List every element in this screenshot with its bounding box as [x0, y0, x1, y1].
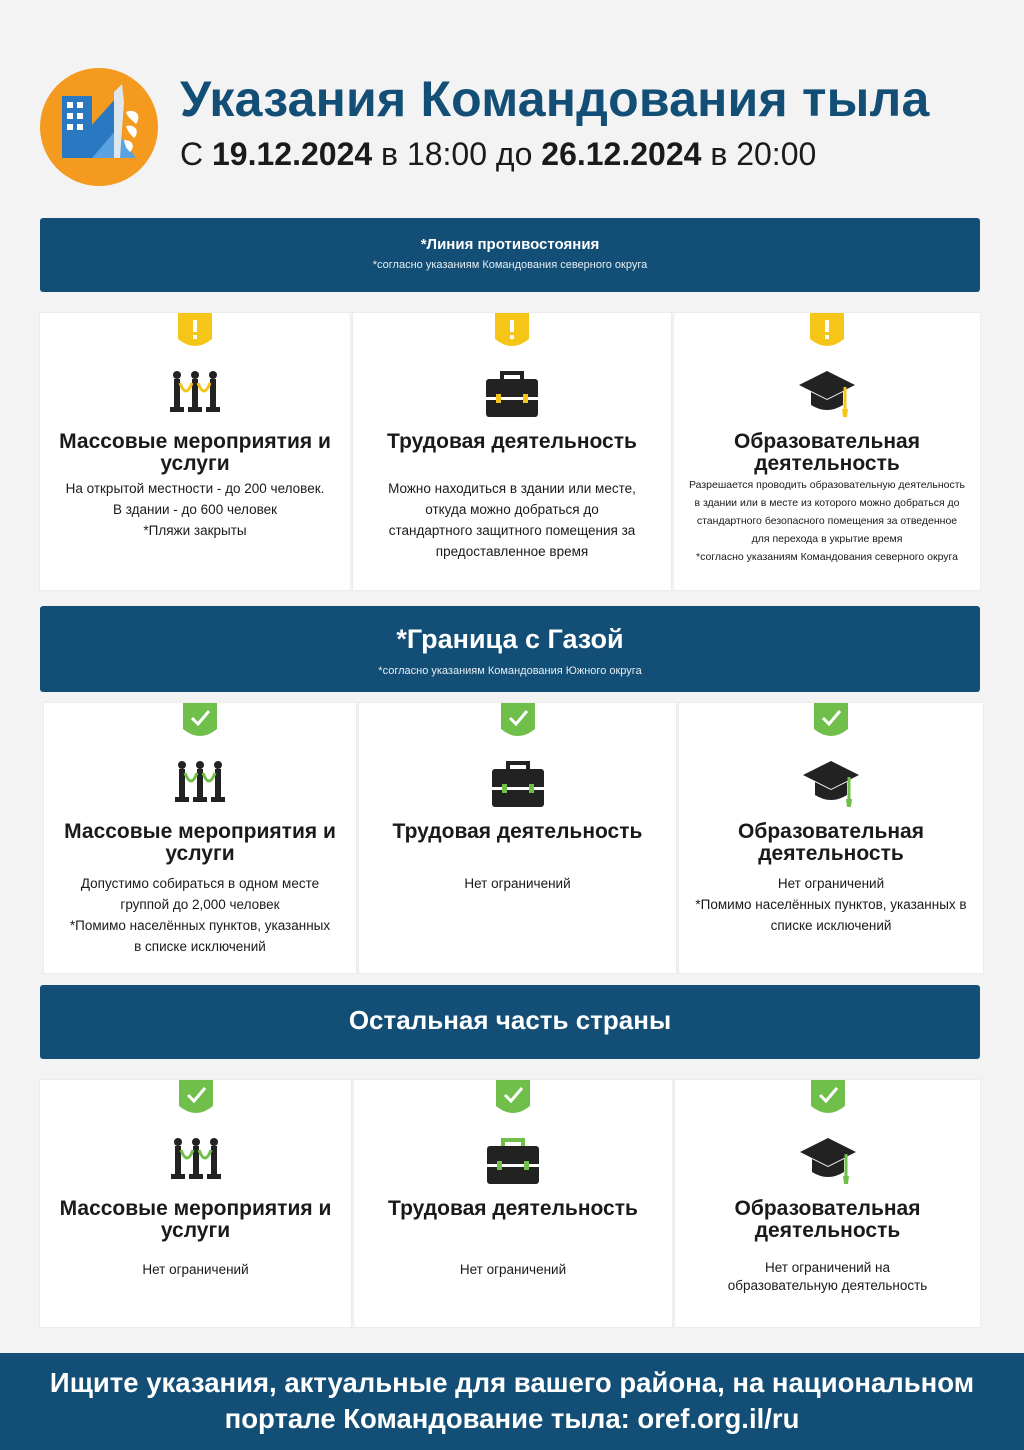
check-badge-icon — [501, 703, 535, 739]
graduation-cap-icon — [801, 755, 861, 815]
date-to: 26.12.2024 — [541, 136, 702, 172]
card-title: Образовательная деятельность — [734, 430, 920, 475]
card-line: в списке исключений — [134, 939, 266, 954]
card-mass-events — [44, 703, 356, 973]
section-title: *Граница с Газой — [396, 624, 624, 654]
card-title: Массовые мероприятия и услуги — [64, 820, 336, 865]
card-line: образовательную деятельность — [727, 1278, 928, 1293]
cards-row-rest-of-country — [40, 1080, 980, 1327]
warning-badge-icon — [810, 313, 844, 349]
card-line: списке исключений — [770, 918, 892, 933]
card-education — [674, 313, 980, 590]
check-badge-icon — [496, 1080, 530, 1116]
card-title: Трудовая деятельность — [387, 430, 637, 453]
check-badge-icon — [183, 703, 217, 739]
date-from: 19.12.2024 — [212, 136, 373, 172]
stanchion-icon — [165, 365, 225, 425]
page-title: Указания Командования тыла — [180, 71, 930, 127]
check-badge-icon — [811, 1080, 845, 1116]
stanchion-icon — [170, 755, 230, 815]
card-body — [362, 1259, 664, 1280]
card-line: Нет ограничений на — [765, 1260, 890, 1275]
section-banner-confrontation-line — [40, 218, 980, 292]
warning-badge-icon — [178, 313, 212, 349]
time-from: в 18:00 до — [381, 136, 533, 172]
card-body — [52, 873, 348, 957]
briefcase-icon — [488, 755, 548, 815]
card-body — [676, 476, 978, 566]
card-title: Массовые мероприятия и услуги — [59, 430, 331, 475]
card-line: Можно находиться в здании или месте, — [388, 481, 636, 496]
card-body — [48, 1259, 343, 1280]
footer-line-1: Ищите указания, актуальные для вашего района, на национальном — [49, 1367, 975, 1398]
card-title: Образовательная деятельность — [734, 1197, 921, 1242]
card-work — [354, 1080, 672, 1327]
card-body — [367, 873, 668, 894]
time-to: в 20:00 — [710, 136, 817, 172]
date-prefix: С — [180, 136, 204, 172]
home-front-command-logo-icon — [40, 68, 158, 186]
card-title: Образовательная деятельность — [738, 820, 924, 865]
card-education — [679, 703, 983, 973]
card-body — [361, 478, 663, 562]
footer-line-2: портале Командование тыла: oref.org.il/ru — [224, 1403, 800, 1434]
card-title: Трудовая деятельность — [392, 820, 643, 843]
card-line: Нет ограничений — [459, 1262, 567, 1277]
briefcase-icon — [483, 1132, 543, 1192]
card-line: На открытой местности - до 200 человек. — [65, 481, 325, 496]
check-badge-icon — [179, 1080, 213, 1116]
card-line: *Пляжи закрыты — [143, 523, 247, 538]
card-line: группой до 2,000 человек — [120, 897, 280, 912]
section-banner-gaza-border — [40, 606, 980, 692]
card-mass-events — [40, 1080, 351, 1327]
graduation-cap-icon — [798, 1132, 858, 1192]
card-line: стандартного защитного помещения за — [388, 523, 636, 538]
warning-badge-icon — [495, 313, 529, 349]
card-work — [359, 703, 676, 973]
briefcase-icon — [482, 365, 542, 425]
footer-banner — [0, 1353, 1024, 1450]
check-badge-icon — [814, 703, 848, 739]
card-line: предоставленное время — [435, 544, 589, 559]
card-line: Нет ограничений — [142, 1262, 249, 1277]
section-title: Остальная часть страны — [348, 1005, 672, 1035]
section-subtitle: *согласно указаниям Командования северного округа — [372, 259, 648, 271]
stanchion-icon — [166, 1132, 226, 1192]
card-title: Трудовая деятельность — [388, 1197, 638, 1220]
card-work — [353, 313, 671, 590]
graduation-cap-icon — [797, 365, 857, 425]
section-title: *Линия противостояния — [420, 236, 600, 253]
card-line: для перехода в укрытие время — [751, 533, 903, 545]
validity-dates — [180, 136, 816, 173]
section-banner-rest-of-country — [40, 985, 980, 1059]
card-body — [687, 873, 975, 936]
cards-row-gaza-border — [40, 703, 980, 973]
card-title: Массовые мероприятия и услуги — [59, 1197, 332, 1242]
card-body — [683, 1259, 972, 1295]
card-line: *Помимо населённых пунктов, указанных — [69, 918, 331, 933]
card-line: стандартного безопасного помещения за отведенное — [696, 515, 958, 527]
card-line: в здании или в месте из которого можно добраться до — [694, 497, 960, 509]
card-line: В здании - до 600 человек — [112, 502, 278, 517]
cards-row-confrontation-line — [40, 313, 980, 590]
card-line: *согласно указаниям Командования северного округа — [695, 551, 958, 563]
section-subtitle: *согласно указаниям Командования Южного округа — [378, 665, 642, 677]
card-line: Допустимо собираться в одном месте — [80, 876, 320, 891]
card-education — [675, 1080, 980, 1327]
card-line: Нет ограничений — [464, 876, 571, 891]
card-line: откуда можно добраться до — [425, 502, 599, 517]
card-body — [48, 478, 342, 541]
header — [0, 0, 1024, 200]
card-line: Нет ограничений — [777, 876, 885, 891]
card-line: *Помимо населённых пунктов, указанных в — [695, 897, 967, 912]
card-line: Разрешается проводить образовательную деятельность — [688, 479, 966, 491]
card-mass-events — [40, 313, 350, 590]
